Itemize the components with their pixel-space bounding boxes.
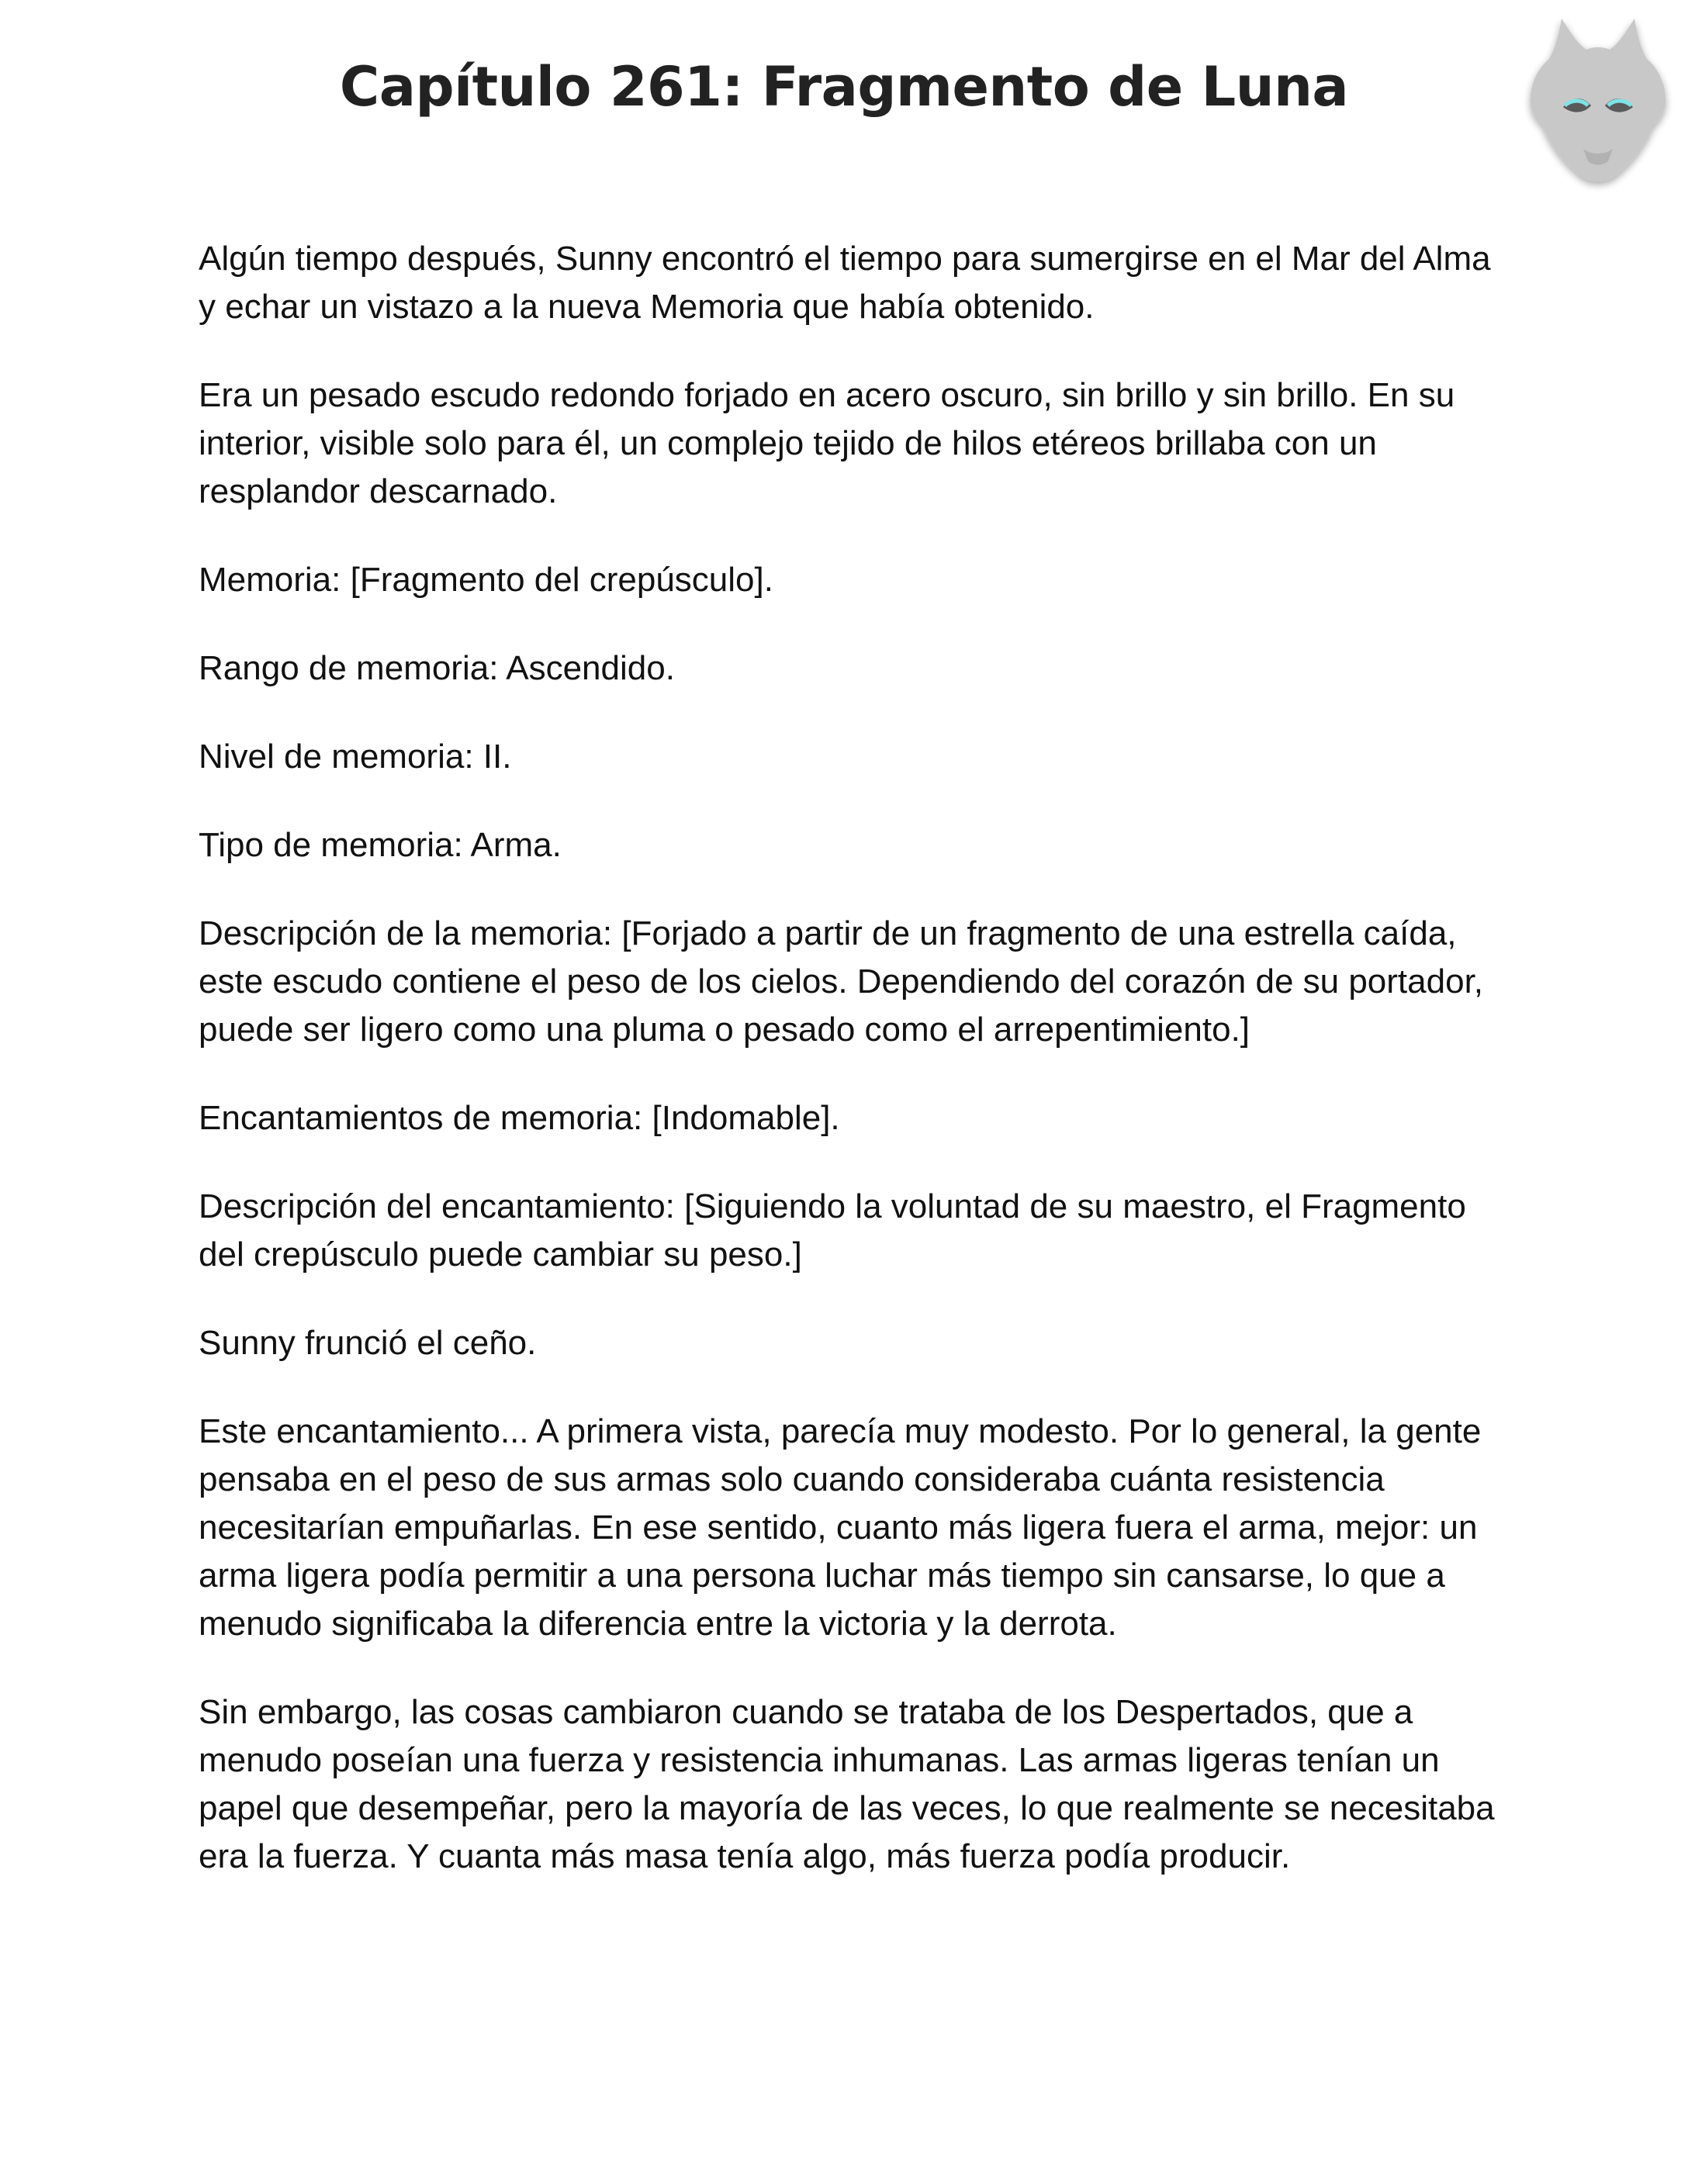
demon-logo-icon xyxy=(1517,9,1679,192)
paragraph: Era un pesado escudo redondo forjado en acero oscuro, sin brillo y sin brillo. En su interior, visible solo para él, un complejo tejido de hilos etéreos brillaba con un resplandor descarnado. xyxy=(199,376,1455,510)
paragraph: Descripción de la memoria: [Forjado a partir de un fragmento de una estrella caída, este escudo contiene el peso de los cielos. Dependiendo del corazón de su portador, puede ser ligero como una pluma o pesado como el arrepentimiento.] xyxy=(199,914,1484,1049)
paragraph: Descripción del encantamiento: [Siguiendo la voluntad de su maestro, el Fragmento del crepúsculo puede cambiar su peso.] xyxy=(199,1187,1466,1273)
paragraph: Algún tiempo después, Sunny encontró el tiempo para sumergirse en el Mar del Alma y echar un vistazo a la nueva Memoria que había obtenido. xyxy=(199,240,1491,326)
paragraph: Sin embargo, las cosas cambiaron cuando se trataba de los Despertados, que a menudo poseían una fuerza y resistencia inhumanas. Las armas ligeras tenían un papel que desempeñar, pero la mayoría de las veces, lo que realmente se necesitaba era la fuerza. Y cuanta más masa tenía algo, más fuerza podía producir. xyxy=(199,1693,1495,1875)
paragraph: Nivel de memoria: II. xyxy=(199,738,512,776)
paragraph: Memoria: [Fragmento del crepúsculo]. xyxy=(199,561,773,599)
paragraph: Rango de memoria: Ascendido. xyxy=(199,649,675,687)
chapter-body xyxy=(199,235,1510,1921)
page-title: Capítulo 261: Fragmento de Luna xyxy=(339,55,1349,119)
paragraph: Tipo de memoria: Arma. xyxy=(199,826,562,864)
paragraph: Este encantamiento... A primera vista, parecía muy modesto. Por lo general, la gente pensaba en el peso de sus armas solo cuando consideraba cuánta resistencia necesitarían empuñarlas. En ese sentido, cuanto más ligera fuera el arma, mejor: un arma ligera podía permitir a una persona luchar más tiempo sin cansarse, lo que a menudo significaba la diferencia entre la victoria y la derrota. xyxy=(199,1412,1482,1643)
paragraph: Encantamientos de memoria: [Indomable]. xyxy=(199,1099,840,1137)
paragraph: Sunny frunció el ceño. xyxy=(199,1324,537,1362)
